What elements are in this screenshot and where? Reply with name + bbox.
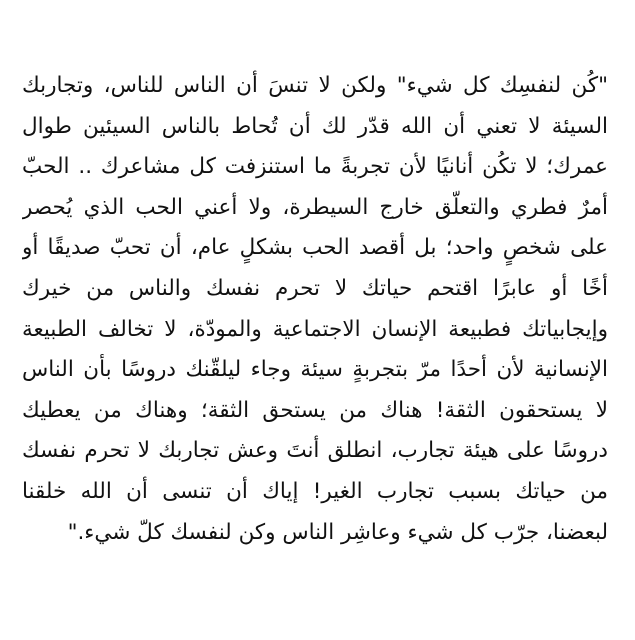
quote-line: على شخصٍ واحد؛ بل أقصد الحب بشكلٍ عام، أن تحبّ صديقًا أو — [22, 235, 608, 261]
quote-line: لا يستحقون الثقة! هناك من يستحق الثقة؛ وهناك من يعطيك — [22, 397, 608, 423]
quote-line: عمرك؛ لا تكُن أنانيًا لأن تجربةً ما استنزفت كل مشاعرك .. الحبّ — [22, 154, 608, 180]
quote-line: أخًا أو عابرًا اقتحم حياتك لا تحرم نفسك والناس من خيرك — [22, 275, 608, 301]
quote-text-block — [22, 66, 608, 553]
quote-line: السيئة لا تعني أن الله قدّر لك أن تُحاط بالناس السيئين طوال — [22, 113, 608, 139]
quote-line: وإيجابياتك فطبيعة الإنسان الاجتماعية والمودّة، لا تخالف الطبيعة — [22, 316, 608, 342]
quote-line: دروسًا على هيئة تجارب، انطلق أنتَ وعش تجاربك لا تحرم نفسك — [22, 438, 608, 464]
quote-line: من حياتك بسبب تجارب الغير! إياك أن تنسى أن الله خلقنا — [22, 478, 608, 504]
quote-line: الإنسانية لأن أحدًا مرّ بتجربةٍ سيئة وجاء ليلقّنك دروسًا بأن الناس — [22, 357, 608, 383]
quote-line: أمرٌ فطري والتعلّق خارج السيطرة، ولا أعني الحب الذي يُحصر — [22, 194, 608, 220]
quote-line: لبعضنا، جرّب كل شيء وعاشِر الناس وكن لنفسك كلّ شيء." — [67, 519, 608, 545]
quote-line: "كُن لنفسِك كل شيء" ولكن لا تنسَ أن الناس للناس، وتجاربك — [22, 73, 608, 98]
